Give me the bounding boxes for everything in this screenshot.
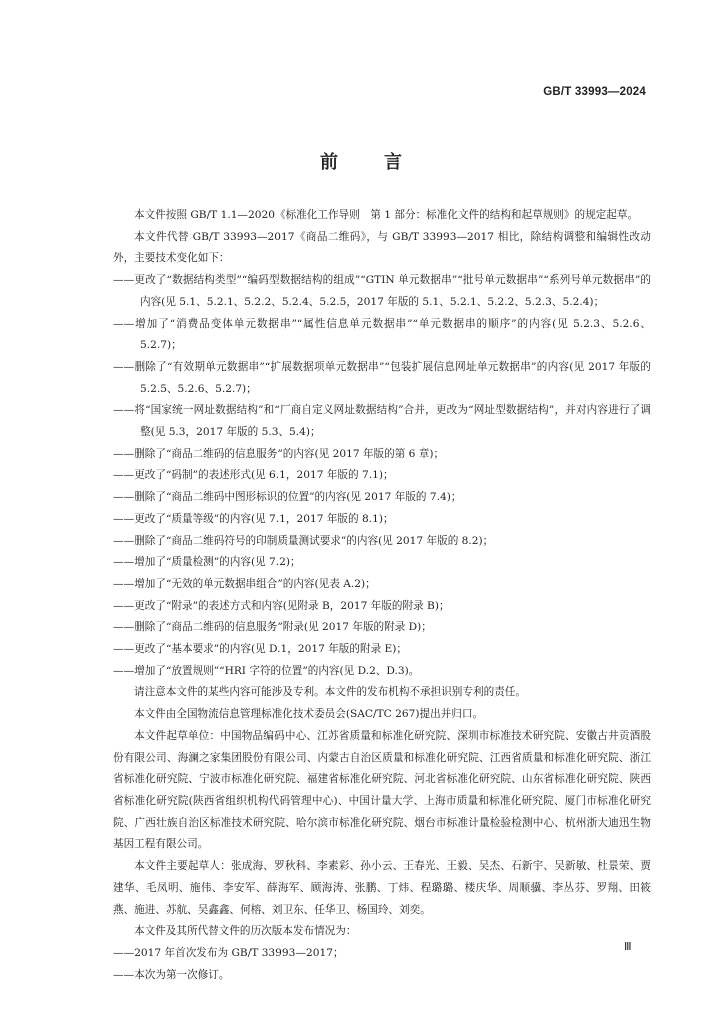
patent-notice: 请注意本文件的某些内容可能涉及专利。本文件的发布机构不承担识别专利的责任。 [134, 686, 526, 699]
standard-code: GB/T 33993—2024 [543, 86, 646, 98]
change-item: ——将“国家统一网址数据结构”和“厂商自定义网址数据结构”合并，更改为“网址型数据结构”，并对内容进行了调整(见 5.3，2017 年版的 5.3、5.4)； [113, 404, 651, 439]
change-item: ——更改了“质量等级”的内容(见 7.1，2017 年版的 8.1)； [113, 512, 394, 525]
proposer-statement: 本文件由全国物流信息管理标准化技术委员会(SAC/TC 267)提出并归口。 [134, 708, 484, 721]
change-item: ——删除了“商品二维码符号的印制质量测试要求”的内容(见 2017 年版的 8.2)； [113, 534, 494, 547]
intro-paragraph: 本文件代替 GB/T 33993—2017《商品二维码》，与 GB/T 33993—2017 相比，除结构调整和编辑性改动外，主要技术变化如下： [113, 230, 651, 265]
change-item: ——更改了“数据结构类型”“编码型数据结构的组成”“GTIN 单元数据串”“批号单元数据串”“系列号单元数据串”的内容(见 5.1、5.2.1、5.2.2、5.2.4、5.2.5，2017 年版的 5.1、5.2.1、5.2.2、5.2.3、5.2.4)； [113, 274, 651, 308]
change-item: ——更改了“基本要求”的内容(见 D.1，2017 年版的附录 E)； [113, 643, 407, 656]
change-item: ——删除了“商品二维码中图形标识的位置”的内容(见 2017 年版的 7.4)； [113, 491, 462, 504]
title-char-2: 言 [384, 152, 404, 173]
change-item: ——增加了“质量检测”的内容(见 7.2)； [113, 556, 301, 569]
change-item: ——删除了“商品二维码的信息服务”的内容(见 2017 年版的第 6 章)； [113, 447, 445, 460]
foreword-body [113, 205, 651, 986]
change-item: ——删除了“商品二维码的信息服务”附录(见 2017 年版的附录 D)； [113, 621, 432, 634]
change-item: ——增加了“放置规则”“HRI 字符的位置”的内容(见 D.2、D.3)。 [113, 664, 420, 677]
page-number: Ⅲ [624, 941, 632, 953]
drafters: 本文件主要起草人：张成海、罗秋科、李素彩、孙小云、王春光、王毅、吴杰、石新宇、吴新敏、杜景荣、贾建华、毛凤明、施伟、李安军、薛海军、顾海涛、张鹏、丁炜、程璐璐、楼庆华、周顺骥、李丛芬、罗翔、田筱燕、施进、苏航、吴鑫鑫、何榕、刘卫东、任华卫、杨国玲、刘奕。 [113, 860, 651, 916]
change-item: ——更改了“码制”的表述形式(见 6.1，2017 年版的 7.1)； [113, 469, 394, 482]
page-title [0, 148, 724, 174]
history-item: ——2017 年首次发布为 GB/T 33993—2017； [113, 946, 344, 959]
history-item: ——本次为第一次修订。 [113, 968, 230, 981]
change-item: ——更改了“附录”的表述方式和内容(见附录 B，2017 年版的附录 B)； [113, 599, 450, 612]
change-item: ——增加了“无效的单元数据串组合”的内容(见表 A.2)； [113, 577, 376, 590]
history-heading: 本文件及其所代替文件的历次版本发布情况为： [134, 925, 357, 938]
drafting-units: 本文件起草单位：中国物品编码中心、江苏省质量和标准化研究院、深圳市标准技术研究院、安徽古井贡酒股份有限公司、海澜之家集团股份有限公司、内蒙古自治区质量和标准化研究院、江西省质量和标准化研究院、浙江省标准化研究院、宁波市标准化研究院、福建省标准化研究院、河北省标准化研究院、山东省标准化研究院、陕西省标准化研究院(陕西省组织机构代码管理中心)、中国计量大学、上海市质量和标准化研究院、厦门市标准化研究院、广西壮族自治区标准技术研究院、哈尔滨市标准化研究院、烟台市标准计量检验检测中心、杭州浙大迪迅生物基因工程有限公司。 [113, 729, 651, 851]
intro-paragraph: 本文件按照 GB/T 1.1—2020《标准化工作导则 第 1 部分：标准化文件的结构和起草规则》的规定起草。 [134, 209, 639, 221]
change-item: ——增加了“消费品变体单元数据串”“属性信息单元数据串”“单元数据串的顺序”的内容(见 5.2.3、5.2.6、5.2.7)； [113, 317, 651, 352]
change-item: ——删除了“有效期单元数据串”“扩展数据项单元数据串”“包装扩展信息网址单元数据串”的内容(见 2017 年版的 5.2.5、5.2.6、5.2.7)； [113, 360, 651, 395]
title-char-1: 前 [320, 152, 340, 173]
